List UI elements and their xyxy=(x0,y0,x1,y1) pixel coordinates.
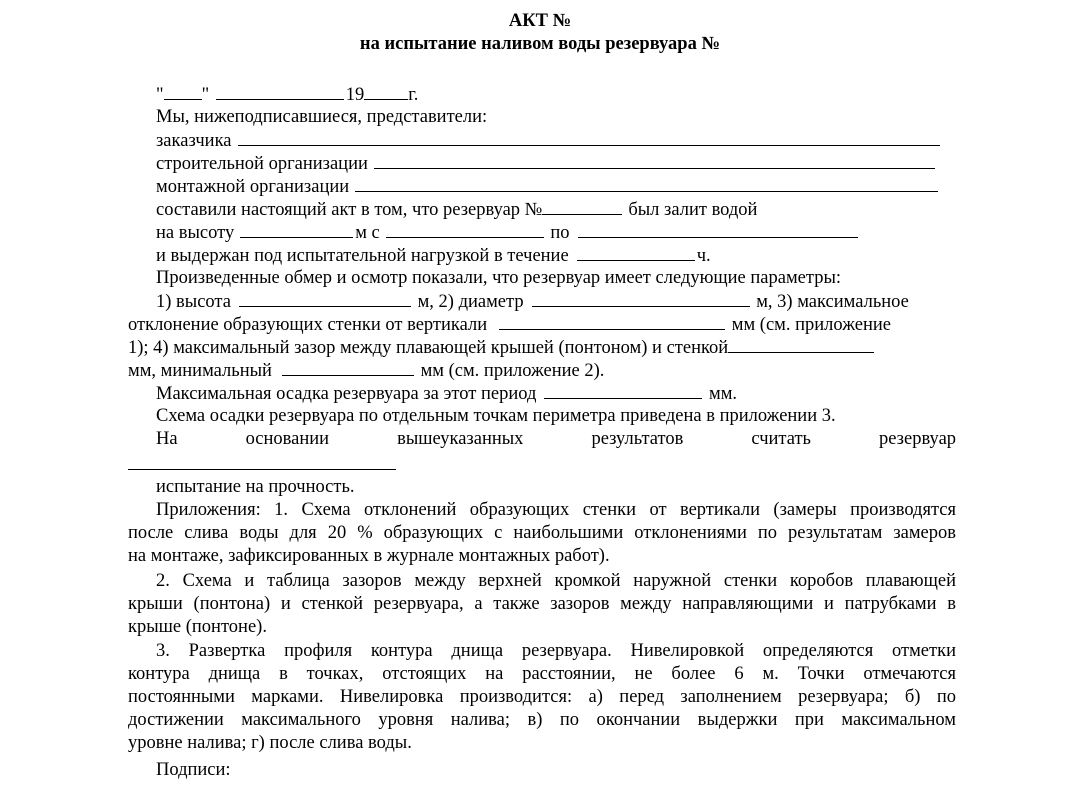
intro-line: Мы, нижеподписавшиеся, представители: xyxy=(156,107,488,127)
month-blank[interactable] xyxy=(216,83,344,100)
hold-time-line: и выдержан под испытательной нагрузкой в течение ч. xyxy=(156,246,711,266)
assembly-org-blank[interactable] xyxy=(355,175,938,192)
min-gap-blank[interactable] xyxy=(282,359,414,376)
appendix-3-line-5: уровне налива; г) после слива воды. xyxy=(128,733,412,753)
date-from-blank[interactable] xyxy=(386,221,544,238)
assembly-org-line: монтажной организации xyxy=(156,175,956,198)
appendix-1-line-3: на монтаже, зафиксированных в журнале монтажных работ). xyxy=(128,546,610,566)
appendix-3-line-4: достижении максимального уровня налива; в) по окончании выдержки при максимальном xyxy=(128,710,956,730)
document-subtitle: на испытание наливом воды резервуара № xyxy=(359,34,721,54)
date-to-blank[interactable] xyxy=(578,221,858,238)
settlement-blank[interactable] xyxy=(544,382,702,399)
settlement-scheme-line: Схема осадки резервуара по отдельным точкам периметра приведена в приложении 3. xyxy=(156,406,836,426)
customer-blank[interactable] xyxy=(238,129,940,146)
deviation-blank[interactable] xyxy=(499,313,725,330)
params-line-4: мм, минимальный мм (см. приложение 2). xyxy=(128,361,605,381)
hold-hours-blank[interactable] xyxy=(577,244,695,261)
height-line: на высоту м с по xyxy=(156,221,956,244)
signatures-label: Подписи: xyxy=(156,760,231,780)
params-line-2: отклонение образующих стенки от вертикали мм (см. приложение xyxy=(128,315,891,335)
statement-line: составили настоящий акт в том, что резервуар № был залит водой xyxy=(156,200,758,220)
construction-org-line: строительной организации xyxy=(156,152,956,175)
tank-number-blank[interactable] xyxy=(542,198,622,215)
result-line xyxy=(128,453,956,476)
diameter-blank[interactable] xyxy=(532,290,750,307)
appendix-2-line-1: 2. Схема и таблица зазоров между верхней кромкой наружной стенки коробов плавающей xyxy=(156,571,956,591)
inspection-intro: Произведенные обмер и осмотр показали, что резервуар имеет следующие параметры: xyxy=(156,268,842,288)
day-blank[interactable] xyxy=(164,83,202,100)
params-line-1: 1) высота м, 2) диаметр м, 3) максимальное xyxy=(156,292,909,312)
settlement-line: Максимальная осадка резервуара за этот период мм. xyxy=(156,384,738,404)
max-gap-blank[interactable] xyxy=(728,336,874,353)
appendix-3-line-3: постоянными марками. Нивелировка производится: а) перед заполнением резервуара; б) по xyxy=(128,687,956,707)
strength-test-line: испытание на прочность. xyxy=(156,477,355,497)
appendix-2-line-2: крыши (понтона) и стенкой резервуара, а также зазоров между направляющими и патрубками в xyxy=(128,594,956,614)
basis-line: На основании вышеуказанных результатов считать резервуар xyxy=(156,429,957,449)
appendix-3-line-2: контура днища в точках, отстоящих на расстоянии, не более 6 м. Точки отмечаются xyxy=(128,664,956,684)
customer-line: заказчика xyxy=(156,129,956,152)
construction-org-blank[interactable] xyxy=(374,152,935,169)
height-blank[interactable] xyxy=(239,290,411,307)
appendix-1-line-1: Приложения: 1. Схема отклонений образующих стенки от вертикали (замеры производятся xyxy=(156,500,956,520)
year-blank[interactable] xyxy=(364,83,408,100)
date-line: " " 19 г. xyxy=(156,85,419,105)
params-line-3: 1); 4) максимальный зазор между плавающей крышей (понтоном) и стенкой xyxy=(128,336,956,359)
appendix-1-line-2: после слива воды для 20 % образующих с наибольшими отклонениями по результатам замеров xyxy=(128,523,956,543)
appendix-2-line-3: крыше (понтоне). xyxy=(128,617,267,637)
result-blank[interactable] xyxy=(128,453,396,470)
fill-height-blank[interactable] xyxy=(240,221,353,238)
document-title: АКТ № xyxy=(508,11,572,31)
appendix-3-line-1: 3. Развертка профиля контура днища резервуара. Нивелировкой определяются отметки xyxy=(156,641,956,661)
